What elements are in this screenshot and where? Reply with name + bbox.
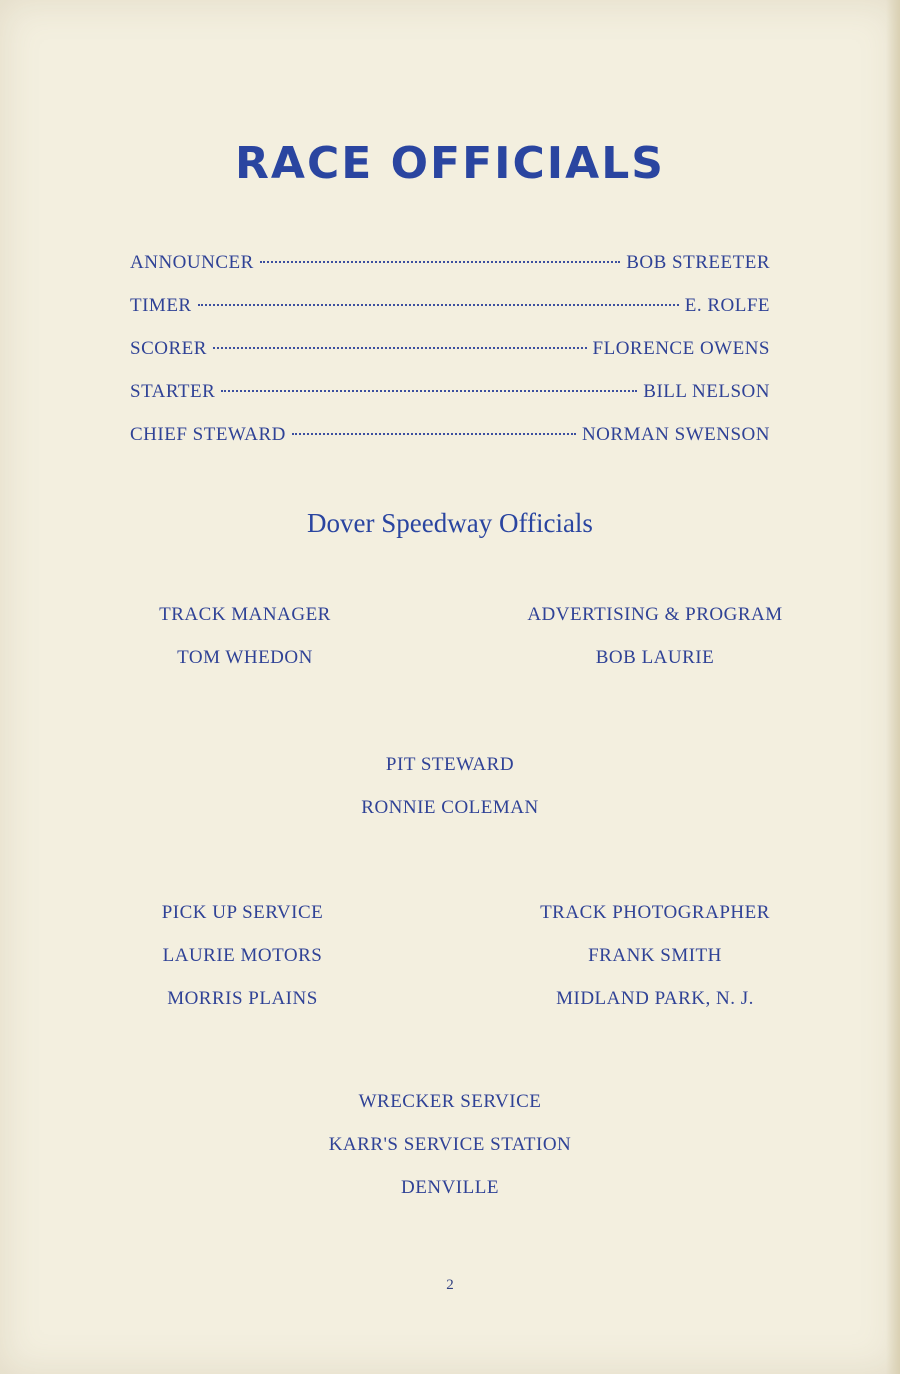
dot-leader	[198, 304, 679, 306]
pick-up-name: LAURIE MOTORS	[162, 945, 323, 966]
wrecker-role: WRECKER SERVICE	[358, 1091, 542, 1112]
dot-leader	[221, 390, 637, 392]
official-role: SCORER	[130, 338, 207, 359]
photographer-name: FRANK SMITH	[588, 945, 722, 966]
official-name: BOB STREETER	[626, 252, 770, 273]
official-row-chief-steward	[130, 424, 770, 467]
dot-leader	[292, 433, 576, 435]
advertising-role: ADVERTISING & PROGRAM	[527, 604, 783, 625]
official-name: BILL NELSON	[643, 381, 770, 402]
pit-steward-role: PIT STEWARD	[385, 754, 515, 775]
pick-up-role: PICK UP SERVICE	[161, 902, 324, 923]
photographer-location: MIDLAND PARK, N. J.	[556, 988, 754, 1009]
advertising-name: BOB LAURIE	[595, 647, 715, 668]
official-name: E. ROLFE	[684, 295, 770, 316]
dot-leader	[260, 261, 620, 263]
track-photographer-block	[505, 901, 805, 1030]
page-edge	[886, 0, 900, 1374]
official-row-timer	[130, 295, 770, 338]
pit-steward-name: RONNIE COLEMAN	[361, 797, 539, 818]
track-manager-role: TRACK MANAGER	[159, 604, 331, 625]
official-row-scorer	[130, 338, 770, 381]
wrecker-location: DENVILLE	[401, 1177, 499, 1198]
pick-up-service-block	[110, 901, 375, 1030]
page-title: RACE OFFICIALS	[235, 138, 665, 189]
wrecker-name: KARR'S SERVICE STATION	[328, 1134, 572, 1155]
official-name: FLORENCE OWENS	[592, 338, 770, 359]
wrecker-service-block	[280, 1090, 620, 1219]
official-role: CHIEF STEWARD	[130, 424, 286, 445]
track-manager-block	[110, 603, 380, 689]
official-role: STARTER	[130, 381, 216, 402]
dot-leader	[213, 347, 587, 349]
track-manager-name: TOM WHEDON	[177, 647, 313, 668]
pick-up-location: MORRIS PLAINS	[167, 988, 318, 1009]
official-role: TIMER	[130, 295, 192, 316]
race-officials-list	[130, 252, 770, 467]
advertising-block	[495, 603, 815, 689]
official-name: NORMAN SWENSON	[581, 424, 770, 445]
official-row-starter	[130, 381, 770, 424]
page-number: 2	[446, 1277, 454, 1293]
pit-steward-block	[300, 753, 600, 839]
official-row-announcer	[130, 252, 770, 295]
speedway-officials-title: Dover Speedway Officials	[307, 508, 593, 538]
photographer-role: TRACK PHOTOGRAPHER	[540, 902, 770, 923]
official-role: ANNOUNCER	[130, 252, 254, 273]
